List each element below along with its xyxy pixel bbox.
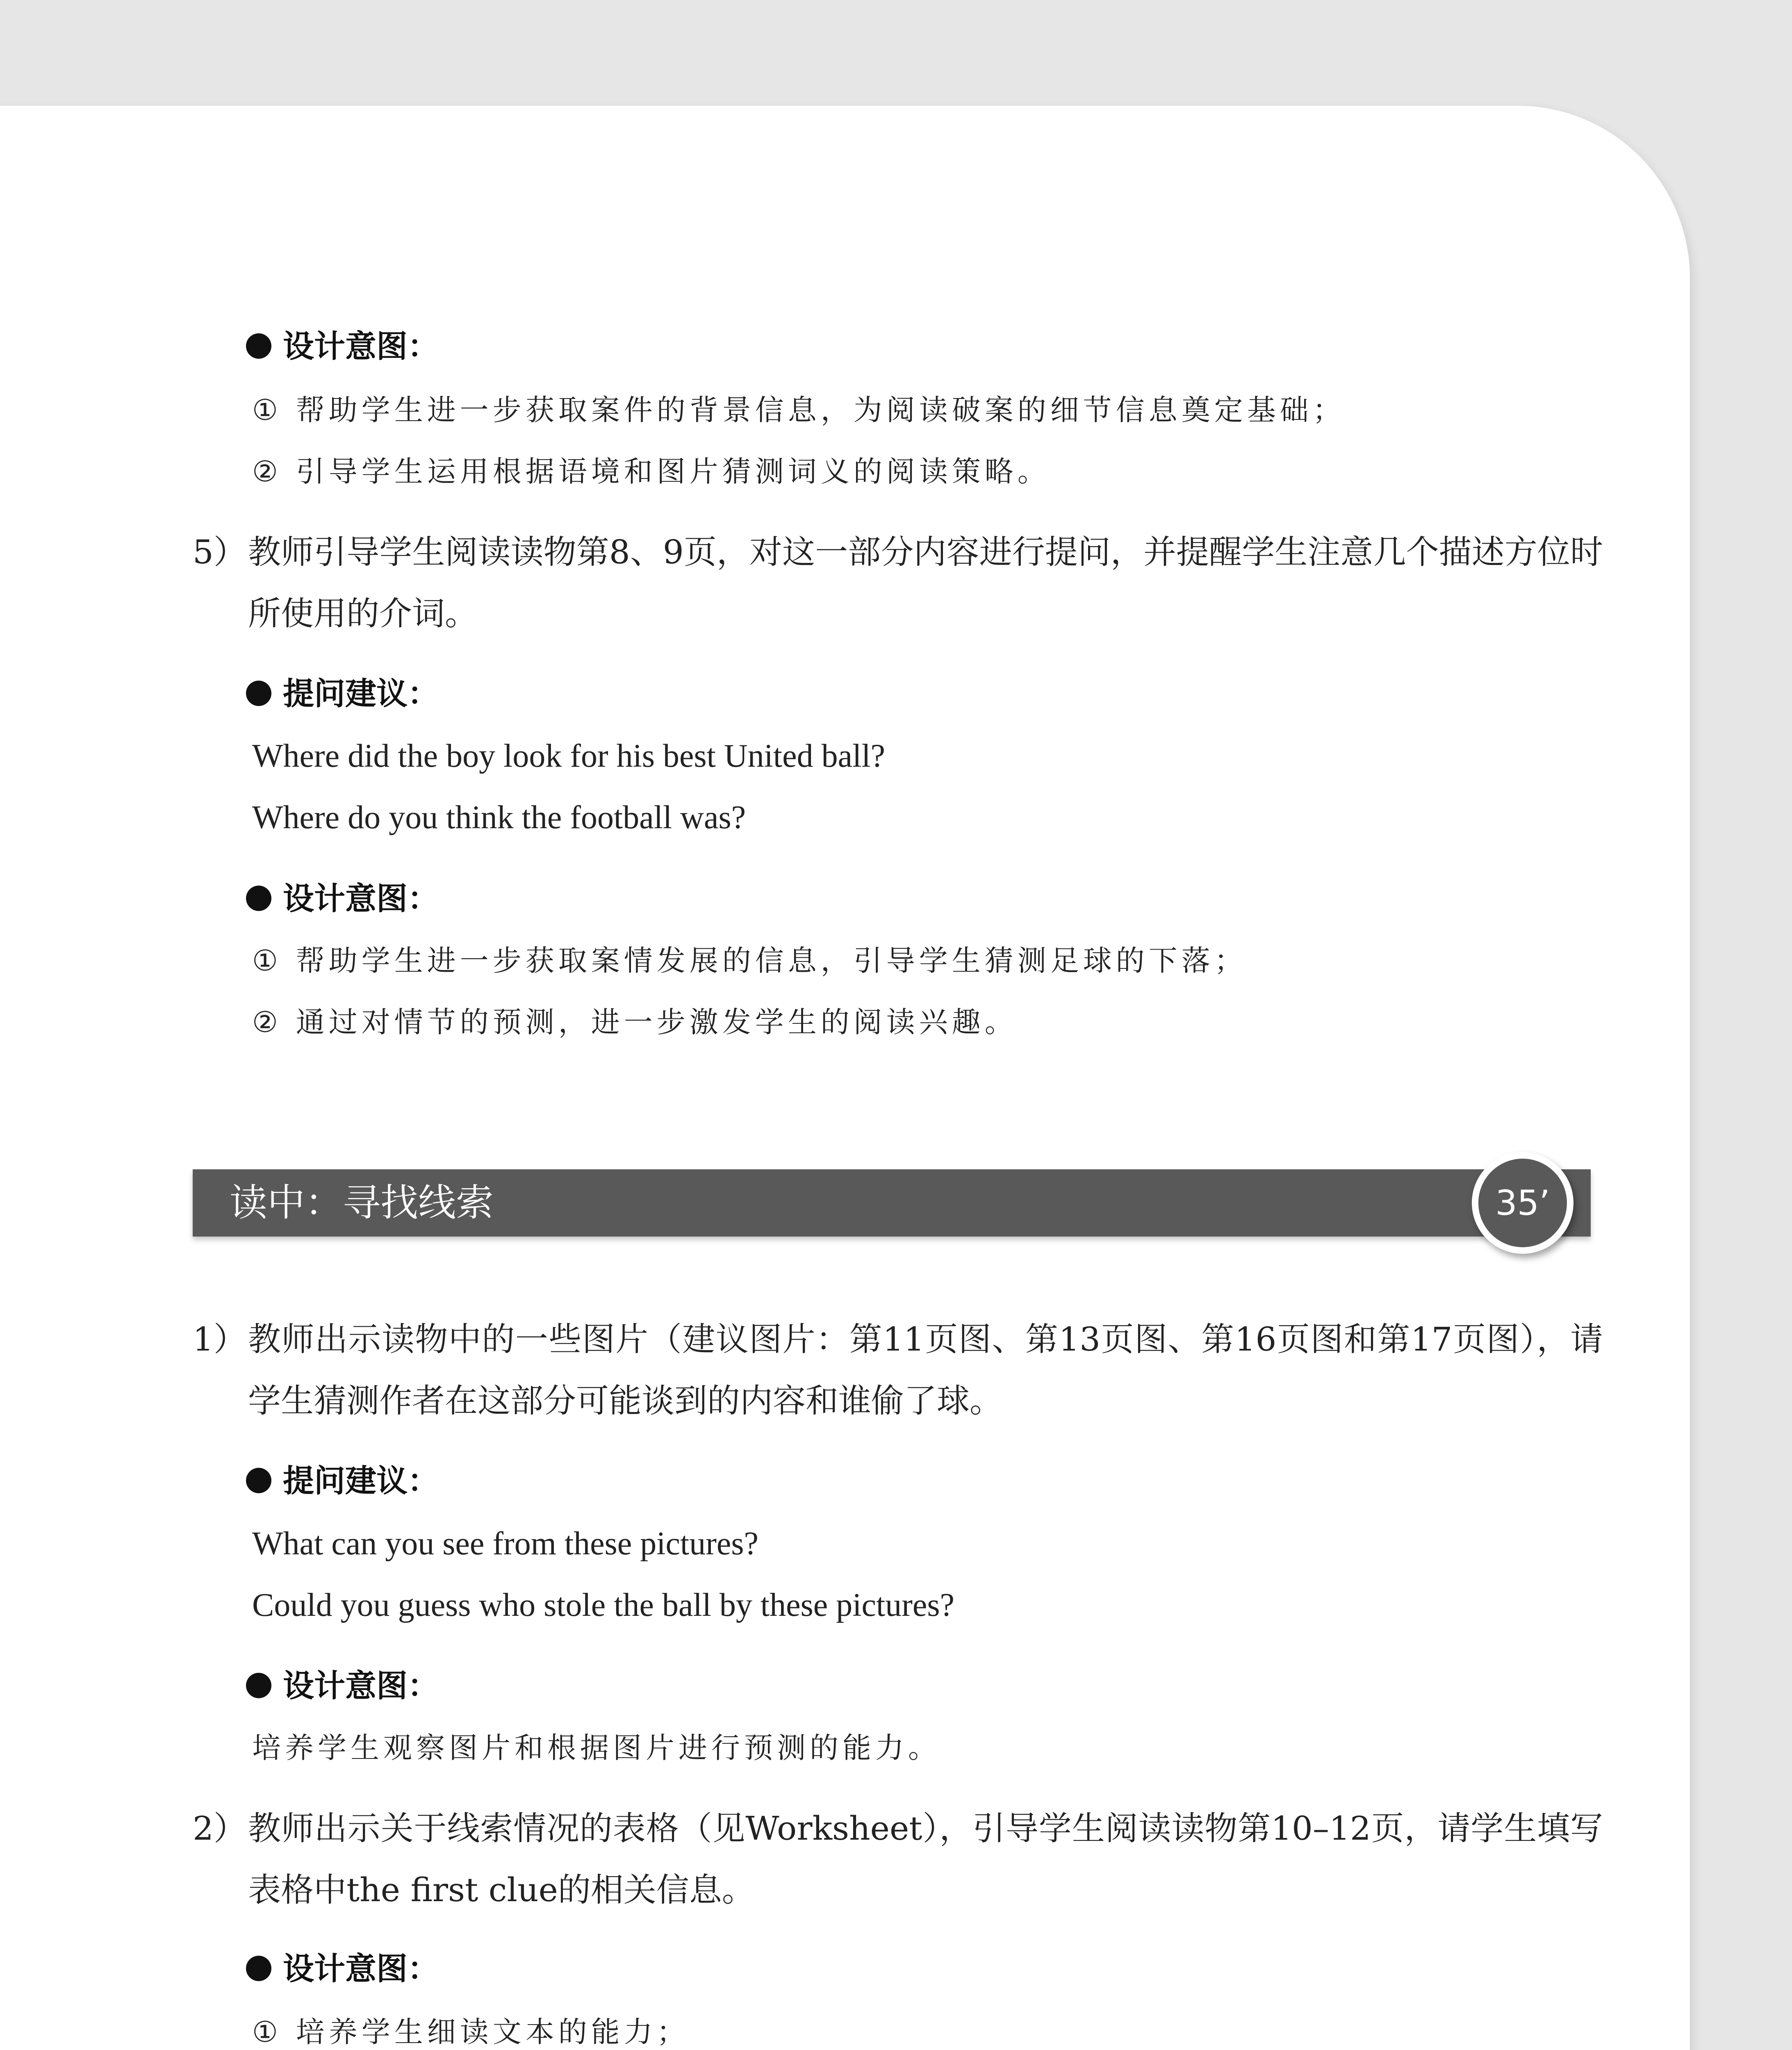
intent-item: ① 帮助学生进一步获取案件的背景信息，为阅读破案的细节信息奠定基础； bbox=[252, 393, 1346, 427]
intent-item: ① 帮助学生进一步获取案情发展的信息，引导学生猜测足球的下落； bbox=[252, 944, 1247, 977]
time-value: 35’ bbox=[1478, 1159, 1567, 1247]
bullet-dot-icon bbox=[246, 1468, 271, 1493]
question-line: Could you guess who stole the ball by these pictures? bbox=[252, 1587, 955, 1623]
bullet-dot-icon bbox=[246, 886, 271, 911]
intent-item: ① 培养学生细读文本的能力； bbox=[252, 2015, 690, 2049]
design-intent-heading: 设计意图： bbox=[246, 326, 439, 367]
bullet-dot-icon bbox=[246, 681, 271, 706]
bullet-dot-icon bbox=[246, 333, 271, 359]
intent-item: ② 通过对情节的预测，进一步激发学生的阅读兴趣。 bbox=[252, 1005, 1018, 1039]
bullet-dot-icon bbox=[246, 1673, 271, 1698]
bullet-dot-icon bbox=[246, 1956, 271, 1981]
intent-item: ② 引导学生运用根据语境和图片猜测词义的阅读策略。 bbox=[252, 455, 1050, 488]
question-line: Where did the boy look for his best United ball? bbox=[252, 738, 886, 774]
design-intent-heading: 设计意图： bbox=[246, 1665, 439, 1706]
step-2: 2） 教师出示关于线索情况的表格（见Worksheet），引导学生阅读读物第10–12页，请学生填写表格中the first clue的相关信息。 bbox=[193, 1809, 1603, 1909]
time-badge bbox=[1472, 1152, 1573, 1254]
question-suggestion-heading: 提问建议： bbox=[246, 673, 439, 714]
question-line: What can you see from these pictures? bbox=[252, 1526, 759, 1562]
section-title: 读中：寻找线索 bbox=[230, 1181, 494, 1225]
step-1: 1） 教师出示读物中的一些图片（建议图片：第11页图、第13页图、第16页图和第17页图），请学生猜测作者在这部分可能谈到的内容和谁偷了球。 bbox=[193, 1320, 1603, 1420]
question-line: Where do you think the football was? bbox=[252, 800, 746, 836]
intent-item: 培养学生观察图片和根据图片进行预测的能力。 bbox=[252, 1731, 941, 1765]
design-intent-heading: 设计意图： bbox=[246, 1948, 439, 1989]
step-5: 5） 教师引导学生阅读读物第8、9页，对这一部分内容进行提问，并提醒学生注意几个描述方位时所使用的介词。 bbox=[193, 533, 1603, 633]
section-banner bbox=[193, 1169, 1591, 1237]
design-intent-heading: 设计意图： bbox=[246, 878, 439, 919]
question-suggestion-heading: 提问建议： bbox=[246, 1460, 439, 1501]
